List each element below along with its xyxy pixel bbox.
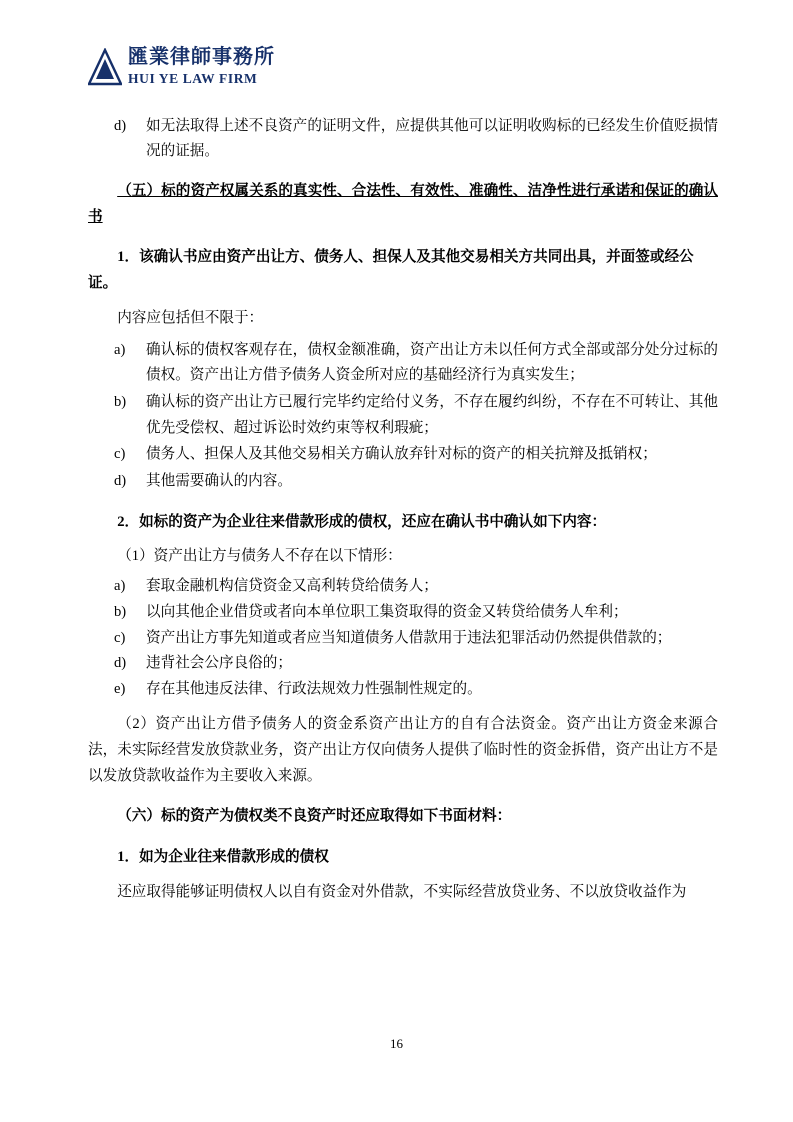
list-text: 套取金融机构信贷资金又高利转贷给债务人；: [146, 578, 438, 595]
list-item: [88, 442, 718, 468]
section-six-item-1-body: 还应取得能够证明债权人以自有资金对外借款，不实际经营放贷业务、不以放贷收益作为: [117, 883, 687, 900]
logo-text: [128, 44, 275, 88]
list-marker: a): [114, 341, 126, 358]
list-marker: a): [114, 578, 126, 595]
section-six-heading: （六）标的资产为债权类不良资产时还应取得如下书面材料：: [117, 808, 512, 825]
logo-chinese-name: 匯業律師事務所: [128, 46, 275, 68]
list-item: [88, 338, 718, 389]
page-content: [88, 44, 718, 912]
list-text: 以向其他企业借贷或者向本单位职工集资取得的资金又转贷给债务人牟利；: [146, 603, 628, 620]
list-marker: c): [114, 446, 126, 463]
list-item: [88, 574, 718, 600]
list-marker: b): [114, 603, 127, 620]
section-five-heading: [88, 179, 718, 230]
list-item: [88, 677, 718, 703]
list-text: 违背社会公序良俗的；: [146, 655, 292, 672]
item-2-lettered-list: [88, 574, 718, 702]
triangle-logo-icon: [88, 48, 122, 88]
item-1-lettered-list: [88, 338, 718, 495]
item-1-intro: 内容应包括但不限于：: [117, 309, 264, 326]
list-item: [88, 390, 718, 441]
list-text: 确认标的资产出让方已履行完毕约定给付义务，不存在履约纠纷，不存在不可转让、其他优先受偿权、超过诉讼时效约束等权利瑕疵；: [146, 393, 718, 436]
list-text: 其他需要确认的内容。: [146, 472, 292, 489]
list-item: [88, 114, 718, 165]
page-number: 16: [390, 1036, 403, 1051]
law-firm-logo: [88, 44, 718, 88]
list-text: 确认标的债权客观存在，债权金额准确，资产出让方未以任何方式全部或部分处分过标的债权。资产出让方借予债务人资金所对应的基础经济行为真实发生；: [146, 341, 718, 384]
list-text: 资产出让方事先知道或者应当知道债务人借款用于违法犯罪活动仍然提供借款的；: [146, 629, 672, 646]
list-marker: d): [114, 117, 127, 134]
list-marker: d): [114, 472, 127, 489]
item-1-heading: 1．该确认书应由资产出让方、债务人、担保人及其他交易相关方共同出具，并面签或经公证。: [88, 249, 694, 291]
list-text: 如无法取得上述不良资产的证明文件，应提供其他可以证明收购标的已经发生价值贬损情况的证据。: [146, 117, 718, 160]
list-marker: d): [114, 655, 127, 672]
section-five-heading-text: （五）标的资产权属关系的真实性、合法性、有效性、准确性、洁净性进行承诺和保证的确认书: [88, 182, 718, 225]
item-2-heading: 2．如标的资产为企业往来借款形成的债权，还应在确认书中确认如下内容：: [117, 513, 607, 530]
list-item: [88, 600, 718, 626]
list-marker: c): [114, 629, 126, 646]
list-item: [88, 469, 718, 495]
list-marker: e): [114, 680, 126, 697]
section-six-item-1-heading: 1．如为企业往来借款形成的债权: [117, 849, 329, 866]
list-marker: b): [114, 393, 127, 410]
item-2-sub-1-title: （1）资产出让方与债务人不存在以下情形：: [117, 548, 402, 565]
list-text: 存在其他违反法律、行政法规效力性强制性规定的。: [146, 680, 482, 697]
logo-english-name: HUI YE LAW FIRM: [128, 71, 258, 86]
list-item: [88, 651, 718, 677]
top-lettered-list: [88, 114, 718, 165]
item-2-sub-2-text: （2）资产出让方借予债务人的资金系资产出让方的自有合法资金。资产出让方资金来源合法，未实际经营发放贷款业务，资产出让方仅向债务人提供了临时性的资金拆借，资产出让方不是以发放贷款收益作为主要收入来源。: [88, 715, 718, 784]
list-item: [88, 626, 718, 652]
list-text: 债务人、担保人及其他交易相关方确认放弃针对标的资产的相关抗辩及抵销权；: [146, 446, 657, 463]
